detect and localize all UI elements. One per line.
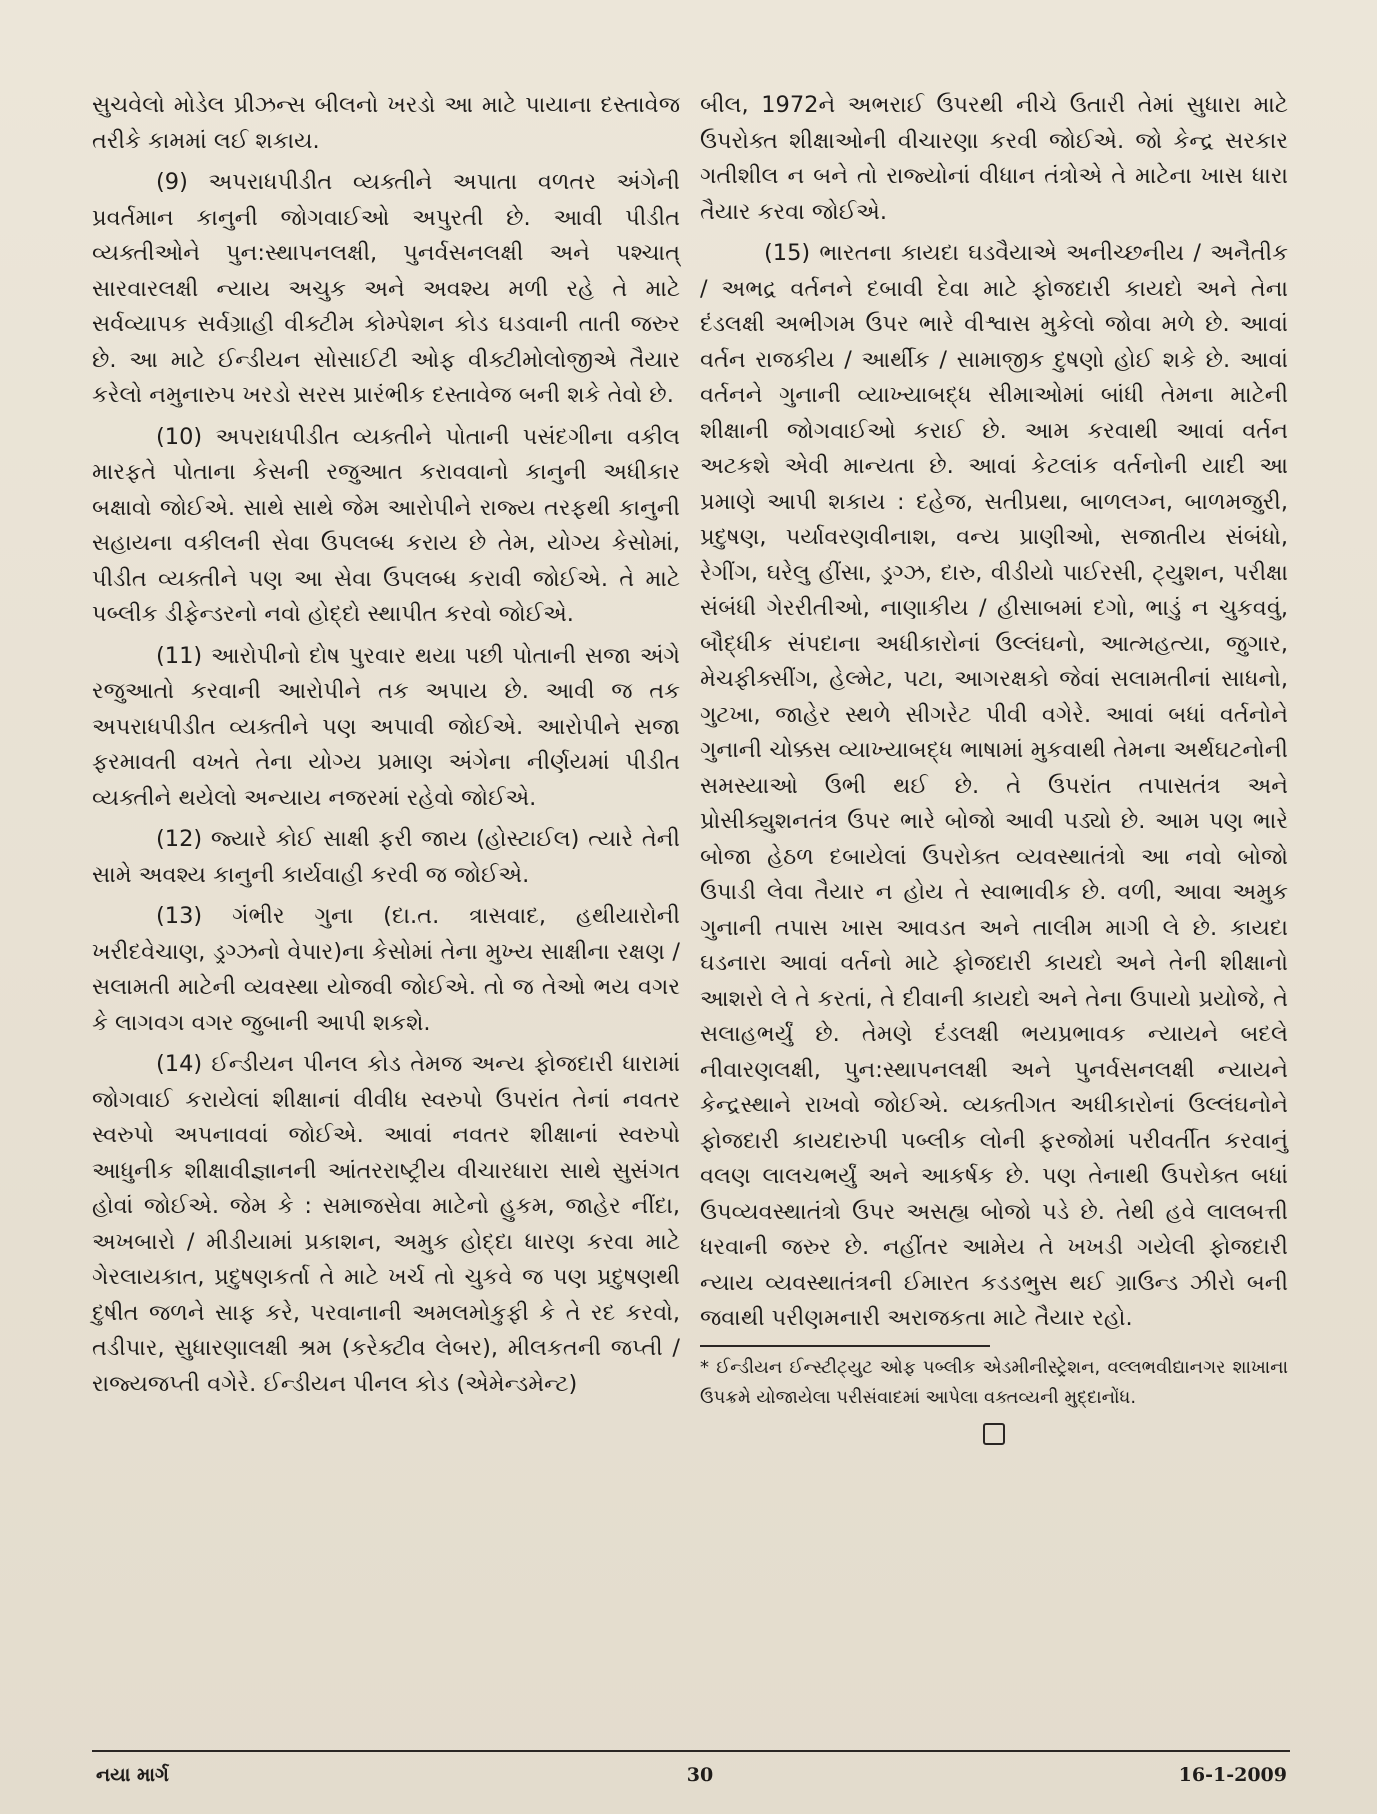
footer-magazine-name: નયા માર્ગ (96, 1764, 169, 1786)
right-para-1: (15) ભારતના કાયદા ઘડવૈયાએ અનીચ્છનીય / અનૈતીક / અભદ્ર વર્તનને દબાવી દેવા માટે ફોજદારી કાયદો અને તેના દંડલક્ષી અભીગમ ઉપર ભારે વીશ્વાસ મુકેલો જોવા મળે છે. આવાં વર્તન રાજકીય / આર્થીક / સામાજીક દુષણો હોઈ શકે છે. આવાં વર્તનને ગુનાની વ્યાખ્યાબદ્ધ સીમાઓમાં બાંધી તેમના માટેની શીક્ષાની જોગવાઈઓ કરાઈ છે. આમ કરવાથી આવાં વર્તન અટકશે એવી માન્યતા છે. આવાં કેટલાંક વર્તનોની યાદી આ પ્રમાણે આપી શકાય : દહેજ, સતીપ્રથા, બાળલગ્ન, બાળમજુરી, પ્રદુષણ, પર્યાવરણવીનાશ, વન્ય પ્રાણીઓ, સજાતીય સંબંધો, રેગીંગ, ઘરેલુ હીંસા, ડ્રગ્ઝ, દારુ, વીડીયો પાઈરસી, ટ્યુશન, પરીક્ષા સંબંધી ગેરરીતીઓ, નાણાકીય / હીસાબમાં દગો, ભાડું ન ચુકવવું, બૌદ્ધીક સંપદાના અધીકારોનાં ઉલ્લંઘનો, આત્મહત્યા, જુગાર, મેચફીક્સીંગ, હેલ્મેટ, પટા, આગરક્ષકો જેવાં સલામતીનાં સાધનો, ગુટખા, જાહેર સ્થળે સીગરેટ પીવી વગેરે. આવાં બધાં વર્તનોને ગુનાની ચોક્કસ વ્યાખ્યાબદ્ધ ભાષામાં મુકવાથી તેમના અર્થઘટનોની સમસ્યાઓ ઉભી થઈ છે. તે ઉપરાંત તપાસતંત્ર અને પ્રોસીક્યુશનતંત્ર ઉપર ભારે બોજો આવી પડ્યો છે. આમ પણ ભારે બોજા હેઠળ દબાયેલાં ઉપરોક્ત વ્યવસ્થાતંત્રો આ નવો બોજો ઉપાડી લેવા તૈયાર ન હોય તે સ્વાભાવીક છે. વળી, આવા અમુક ગુનાની તપાસ ખાસ આવડત અને તાલીમ માગી લે છે. કાયદા ઘડનારા આવાં વર્તનો માટે ફોજદારી કાયદો અને તેની શીક્ષાનો આશરો લે તે કરતાં, તે દીવાની કાયદો અને તેના ઉપાયો પ્રયોજે, તે સલાહભર્યું છે. તેમણે દંડલક્ષી ભયપ્રભાવક ન્યાયને બદલે નીવારણલક્ષી, પુન:સ્થાપનલક્ષી અને પુનર્વસનલક્ષી ન્યાયને કેન્દ્રસ્થાને રાખવો જોઈએ. વ્યક્તીગત અધીકારોનાં ઉલ્લંઘનોને ફોજદારી કાયદારુપી પબ્લીક લોની ફરજોમાં પરીવર્તીત કરવાનું વલણ લાલચભર્યું અને આકર્ષક છે. પણ તેનાથી ઉપરોક્ત બધાં ઉપવ્યવસ્થાતંત્રો ઉપર અસહ્ય બોજો પડે છે. તેથી હવે લાલબત્તી ધરવાની જરુર છે. નહીંતર આમેય તે ખખડી ગયેલી ફોજદારી ન્યાય વ્યવસ્થાતંત્રની ઈમારત કડડભુસ થઈ ગ્રાઉન્ડ ઝીરો બની જવાથી પરીણમનારી અરાજકતા માટે તૈયાર રહો. (700, 240, 1288, 1331)
end-of-article-mark (983, 1423, 1005, 1445)
left-para-2: (10) અપરાધપીડીત વ્યક્તીને પોતાની પસંદગીના વકીલ મારફતે પોતાના કેસની રજુઆત કરાવવાનો કાનુની અધીકાર બક્ષાવો જોઈએ. સાથે સાથે જેમ આરોપીને રાજ્ય તરફથી કાનુની સહાયના વકીલની સેવા ઉપલબ્ધ કરાય છે તેમ, યોગ્ય કેસોમાં, પીડીત વ્યક્તીને પણ આ સેવા ઉપલબ્ધ કરાવી જોઈએ. તે માટે પબ્લીક ડીફેન્ડરનો નવો હોદ્દો સ્થાપીત કરવો જોઈએ. (92, 423, 680, 627)
left-para-6: (14) ઈન્ડીયન પીનલ કોડ તેમજ અન્ય ફોજદારી ધારામાં જોગવાઈ કરાયેલાં શીક્ષાનાં વીવીધ સ્વરુપો ઉપરાંત તેનાં નવતર સ્વરુપો અપનાવવાં જોઈએ. આવાં નવતર શીક્ષાનાં સ્વરુપો આધુનીક શીક્ષાવીજ્ઞાનની આંતરરાષ્ટ્રીય વીચારધારા સાથે સુસંગત હોવાં જોઈએ. જેમ કે : સમાજસેવા માટેનો હુકમ, જાહેર નીંદા, અખબારો / મીડીયામાં પ્રકાશન, અમુક હોદ્દા ધારણ કરવા માટે ગેરલાયકાત, પ્રદુષણકર્તા તે માટે ખર્ચ તો ચુકવે જ પણ પ્રદુષણથી દુષીત જળને સાફ કરે, પરવાનાની અમલમોકુફી કે તે રદ કરવો, તડીપાર, સુધારણાલક્ષી શ્રમ (કરેક્ટીવ લેબર), મીલકતની જપ્તી / રાજ્યજપ્તી વગેરે. ઈન્ડીયન પીનલ કોડ (એમેન્ડમેન્ટ) (92, 1051, 680, 1397)
left-para-5: (13) ગંભીર ગુના (દા.ત. ત્રાસવાદ, હથીયારોની ખરીદવેચાણ, ડ્રગ્ઝનો વેપાર)ના કેસોમાં તેના મુખ્ય સાક્ષીના રક્ષણ / સલામતી માટેની વ્યવસ્થા યોજવી જોઈએ. તો જ તેઓ ભય વગર કે લાગવગ વગર જુબાની આપી શકશે. (92, 903, 680, 1036)
footer-page-number: 30 (686, 1764, 714, 1786)
footer-date: 16-1-2009 (1178, 1764, 1287, 1786)
right-column (700, 88, 1288, 1445)
left-para-1: (9) અપરાધપીડીત વ્યક્તીને અપાતા વળતર અંગેની પ્રવર્તમાન કાનુની જોગવાઈઓ અપુરતી છે. આવી પીડીત વ્યક્તીઓને પુન:સ્થાપનલક્ષી, પુનર્વસનલક્ષી અને પશ્ચાત્ સારવારલક્ષી ન્યાય અચુક અને અવશ્ય મળી રહે તે માટે સર્વવ્યાપક સર્વગ્રાહી વીક્ટીમ કોમ્પેશન કોડ ઘડવાની તાતી જરુર છે. આ માટે ઈન્ડીયન સોસાઈટી ઓફ વીક્ટીમોલોજીએ તૈયાર કરેલો નમુનારુપ ખરડો સરસ પ્રારંભીક દસ્તાવેજ બની શકે તેવો છે. (92, 169, 680, 408)
left-para-3: (11) આરોપીનો દોષ પુરવાર થયા પછી પોતાની સજા અંગે રજુઆતો કરવાની આરોપીને તક અપાય છે. આવી જ તક અપરાધપીડીત વ્યક્તીને પણ અપાવી જોઈએ. આરોપીને સજા ફરમાવતી વખતે તેના યોગ્ય પ્રમાણ અંગેના નીર્ણયમાં પીડીત વ્યક્તીને થયેલો અન્યાય નજરમાં રહેવો જોઈએ. (92, 642, 680, 811)
left-column (92, 88, 680, 1408)
footnote: * ઈન્ડીયન ઈન્સ્ટીટ્યુટ ઓફ પબ્લીક એડમીનીસ્ટ્રેશન, વલ્લભવીદ્યાનગર શાખાના ઉપક્રમે યોજાયેલા પરીસંવાદમાં આપેલા વક્તવ્યની મુદ્દાનોંધ. (700, 1356, 1288, 1408)
right-para-0: બીલ, 1972ને અભરાઈ ઉપરથી નીચે ઉતારી તેમાં સુધારા માટે ઉપરોક્ત શીક્ષાઓની વીચારણા કરવી જોઈએ. જો કેન્દ્ર સરકાર ગતીશીલ ન બને તો રાજ્યોનાં વીધાન તંત્રોએ તે માટેના ખાસ ધારા તૈયાર કરવા જોઈએ. (700, 92, 1288, 225)
footnote-divider (700, 1345, 990, 1347)
left-para-4: (12) જ્યારે કોઈ સાક્ષી ફરી જાય (હોસ્ટાઈલ) ત્યારે તેની સામે અવશ્ય કાનુની કાર્યવાહી કરવી જ જોઈએ. (92, 826, 680, 888)
left-para-0: સુચવેલો મોડેલ પ્રીઝન્સ બીલનો ખરડો આ માટે પાયાના દસ્તાવેજ તરીકે કામમાં લઈ શકાય. (92, 92, 680, 154)
footer-divider (92, 1750, 1290, 1752)
